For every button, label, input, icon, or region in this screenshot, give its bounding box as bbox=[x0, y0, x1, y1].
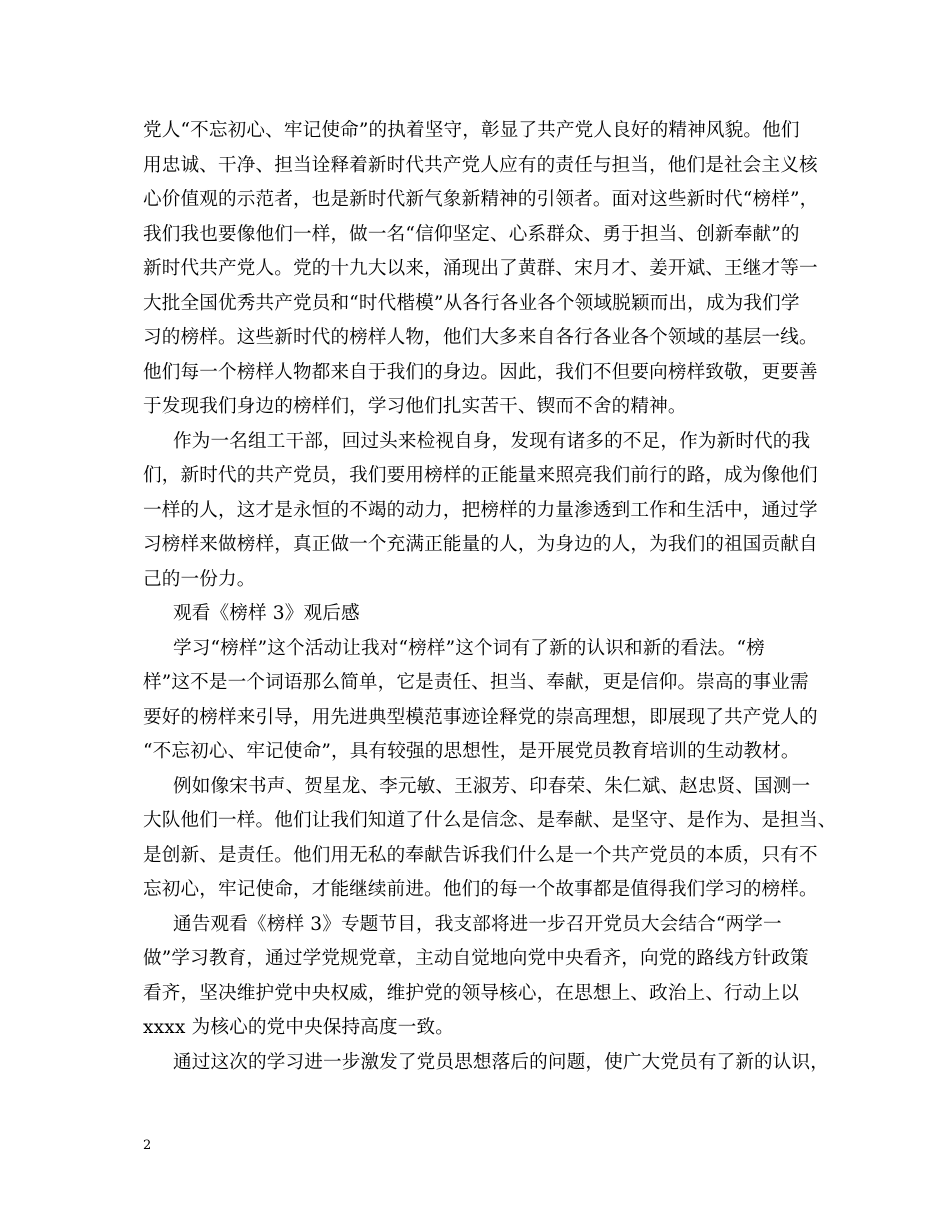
text-line: “不忘初心、牢记使命”，具有较强的思想性，是开展党员教育培训的生动教材。 bbox=[143, 741, 800, 762]
text-line: 心价值观的示范者，也是新时代新气象新精神的引领者。面对这些新时代“榜样”， bbox=[143, 189, 819, 210]
text-line: 于发现我们身边的榜样们，学习他们扎实苦干、锲而不舍的精神。 bbox=[143, 396, 687, 417]
text-line: 习榜样来做榜样，真正做一个充满正能量的人，为身边的人，为我们的祖国贡献自 bbox=[143, 534, 818, 555]
text-line: 新时代共产党人。党的十九大以来，涌现出了黄群、宋月才、姜开斌、王继才等一 bbox=[143, 258, 818, 279]
text-line: 要好的榜样来引导，用先进典型模范事迹诠释党的崇高理想，即展现了共产党人的 bbox=[143, 706, 818, 728]
text-line: 们，新时代的共产党员，我们要用榜样的正能量来照亮我们前行的路，成为像他们 bbox=[143, 465, 818, 486]
text-line: xxxx 为核心的党中央保持高度一致。 bbox=[143, 1017, 455, 1038]
text-line: 看齐，坚决维护党中央权威，维护党的领导核心，在思想上、政治上、行动上以 bbox=[143, 982, 800, 1004]
text-line: 我们我也要像他们一样，做一名“信仰坚定、心系群众、勇于担当、创新奉献”的 bbox=[143, 223, 800, 245]
text-line: 己的一份力。 bbox=[143, 568, 256, 590]
text-line: 是创新、是责任。他们用无私的奉献告诉我们什么是一个共产党员的本质，只有不 bbox=[143, 844, 818, 866]
text-line: 通告观看《榜样 3》专题节目，我支部将进一步召开党员大会结合“两学一 bbox=[173, 913, 782, 935]
text-line: 用忠诚、干净、担当诠释着新时代共产党人应有的责任与担当，他们是社会主义核 bbox=[143, 154, 818, 176]
text-line: 大批全国优秀共产党员和“时代楷模”从各行各业各个领域脱颖而出，成为我们学 bbox=[143, 292, 800, 314]
text-line: 通过这次的学习进一步激发了党员思想落后的问题，使广大党员有了新的认识， bbox=[173, 1051, 830, 1073]
text-line: 作为一名组工干部，回过头来检视自身，发现有诸多的不足，作为新时代的我 bbox=[173, 430, 811, 452]
text-line: 做”学习教育，通过学党规党章，主动自觉地向党中央看齐，向党的路线方针政策 bbox=[143, 948, 809, 969]
text-line: 党人“不忘初心、牢记使命”的执着坚守，彰显了共产党人良好的精神风貌。他们 bbox=[143, 120, 800, 141]
text-line: 学习“榜样”这个活动让我对“榜样”这个词有了新的认识和新的看法。“榜 bbox=[173, 637, 765, 659]
text-line: 例如像宋书声、贺星龙、李元敏、王淑芳、印春荣、朱仁斌、赵忠贤、国测一 bbox=[173, 775, 811, 797]
page-number: 2 bbox=[143, 1138, 152, 1153]
text-line: 忘初心，牢记使命，才能继续前进。他们的每一个故事都是值得我们学习的榜样。 bbox=[143, 879, 818, 900]
text-line: 大队他们一样。他们让我们知道了什么是信念、是奉献、是坚守、是作为、是担当、 bbox=[143, 810, 837, 831]
text-line: 一样的人，这才是永恒的不竭的动力，把榜样的力量渗透到工作和生活中，通过学 bbox=[143, 499, 818, 521]
text-line: 样”这不是一个词语那么简单，它是责任、担当、奉献，更是信仰。崇高的事业需 bbox=[143, 672, 809, 693]
document-body bbox=[143, 114, 837, 1080]
text-line: 他们每一个榜样人物都来自于我们的身边。因此，我们不但要向榜样致敬，更要善 bbox=[143, 361, 818, 383]
text-line: 观看《榜样 3》观后感 bbox=[173, 603, 360, 624]
text-line: 习的榜样。这些新时代的榜样人物，他们大多来自各行各业各个领域的基层一线。 bbox=[143, 327, 818, 348]
